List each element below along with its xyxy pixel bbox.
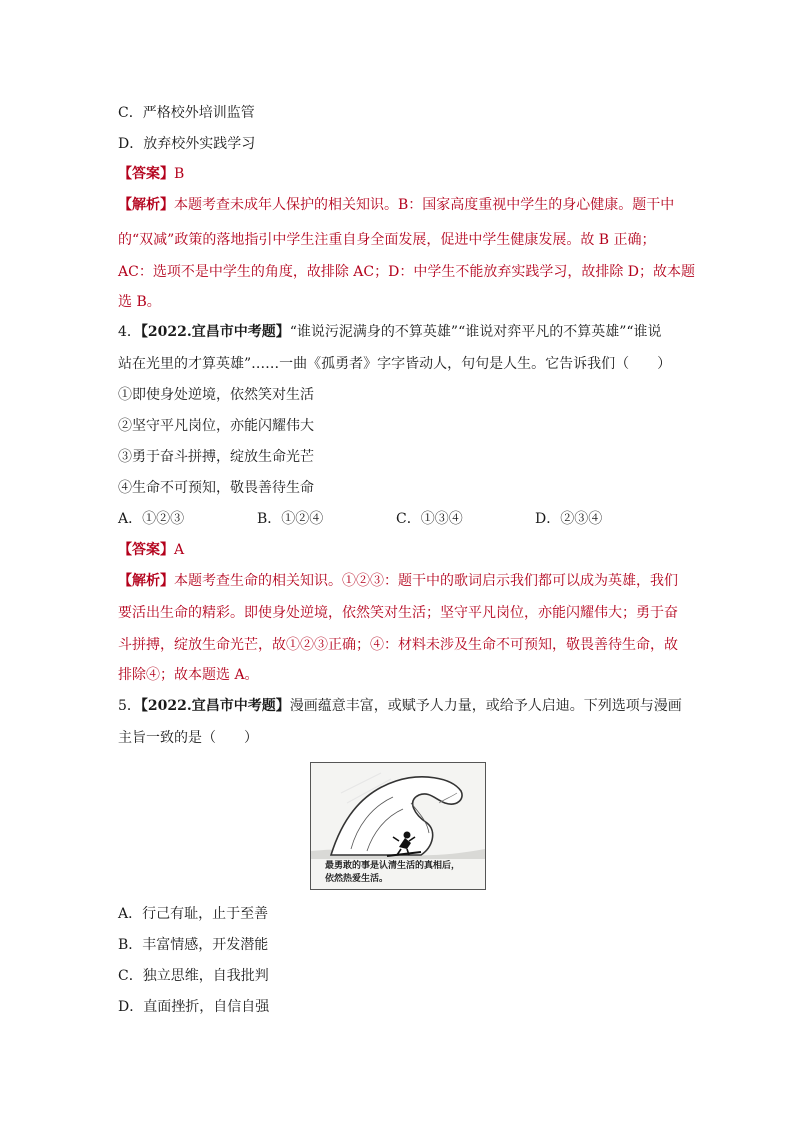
q4-choice-c: C．①③④ xyxy=(396,511,463,527)
q3-analysis-line-4: 选 B。 xyxy=(118,294,161,310)
q4-choice-b: B．①②④ xyxy=(257,511,324,527)
q4-stem-line-1: 4．【2022.宜昌市中考题】“谁说污泥满身的不算英雄”“谁说对弈平凡的不算英雄”“谁说 xyxy=(118,324,662,340)
q3-analysis-line-1: 【解析】本题考查未成年人保护的相关知识。B：国家高度重视中学生的身心健康。题干中 xyxy=(118,197,675,213)
cartoon-image xyxy=(310,762,486,890)
cartoon-caption-line-2: 依然热爱生活。 xyxy=(325,874,389,884)
q5-number: 5． xyxy=(118,698,141,714)
q4-choice-a: A．①②③ xyxy=(118,511,185,527)
q4-analysis-line-4: 排除④；故本题选 A。 xyxy=(118,667,259,683)
q5-source: 【2022.宜昌市中考题】 xyxy=(140,698,290,714)
q4-statement-1: ①即使身处逆境，依然笑对生活 xyxy=(118,387,314,403)
cartoon-caption-line-1: 最勇敢的事是认清生活的真相后， xyxy=(325,861,461,871)
q4-number: 4． xyxy=(118,324,141,340)
q4-answer-tag: 【答案】 xyxy=(118,542,174,558)
q4-analysis-tag: 【解析】 xyxy=(118,573,174,589)
q5-stem-line-2: 主旨一致的是（ ） xyxy=(118,730,258,746)
q3-answer-tag: 【答案】 xyxy=(118,166,174,182)
q4-answer xyxy=(118,542,184,558)
q5-option-a: A．行己有耻，止于至善 xyxy=(118,906,269,922)
q3-analysis-line-2: 的“双减”政策的落地指引中学生注重自身全面发展，促进中学生健康发展。故 B 正确； xyxy=(118,232,656,248)
q3-analysis-tag: 【解析】 xyxy=(118,197,174,213)
q5-option-c: C．独立思维，自我批判 xyxy=(118,968,269,984)
q5-stem-line-1: 5．【2022.宜昌市中考题】漫画蕴意丰富，或赋予人力量，或给予人启迪。下列选项与漫画 xyxy=(118,698,682,714)
q4-statement-3: ③勇于奋斗拼搏，绽放生命光芒 xyxy=(118,449,314,465)
q3-answer xyxy=(118,166,184,182)
q3-analysis-line-3: AC：选项不是中学生的角度，故排除 AC；D：中学生不能放弃实践学习，故排除 D；故本题 xyxy=(118,264,695,280)
q4-statement-4: ④生命不可预知，敬畏善待生命 xyxy=(118,480,314,496)
q4-analysis-line-1: 【解析】本题考查生命的相关知识。①②③：题干中的歌词启示我们都可以成为英雄，我们 xyxy=(118,573,678,589)
surfer-head xyxy=(404,832,411,839)
q4-stem-line-2: 站在光里的才算英雄”……一曲《孤勇者》字字皆动人，句句是人生。它告诉我们（ ） xyxy=(118,356,672,372)
q3-answer-value: B xyxy=(174,166,185,182)
q4-analysis-line-2: 要活出生命的精彩。即使身处逆境，依然笑对生活；坚守平凡岗位，亦能闪耀伟大；勇于奋 xyxy=(118,605,678,621)
q3-option-c: C．严格校外培训监管 xyxy=(118,105,255,121)
q5-option-d: D．直面挫折，自信自强 xyxy=(118,999,270,1015)
q4-answer-value: A xyxy=(174,542,185,558)
q5-option-b: B．丰富情感，开发潜能 xyxy=(118,937,269,953)
q4-source: 【2022.宜昌市中考题】 xyxy=(140,324,290,340)
q4-analysis-line-3: 斗拼搏，绽放生命光芒，故①②③正确；④：材料未涉及生命不可预知，敬畏善待生命，故 xyxy=(118,637,678,653)
q3-option-d: D．放弃校外实践学习 xyxy=(118,136,256,152)
q4-statement-2: ②坚守平凡岗位，亦能闪耀伟大 xyxy=(118,418,314,434)
q4-choice-d: D．②③④ xyxy=(535,511,603,527)
